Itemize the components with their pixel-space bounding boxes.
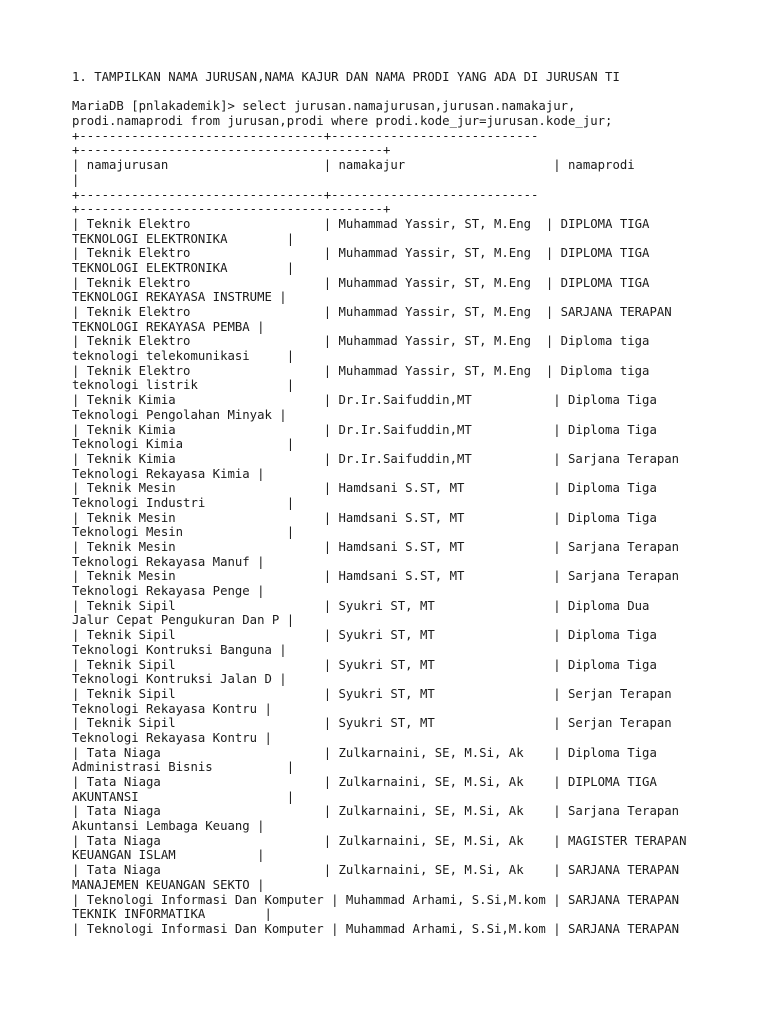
table-row-wrap: Teknologi Kontruksi Banguna | <box>72 642 287 657</box>
table-row-wrap: Administrasi Bisnis | <box>72 760 295 775</box>
table-row: | Teknik Sipil | Syukri ST, MT | Serjan Terapan <box>72 686 672 701</box>
table-row: | Teknik Elektro | Muhammad Yassir, ST, M.Eng | Diploma tiga <box>72 363 650 378</box>
table-row-wrap: TEKNOLOGI REKAYASA PEMBA | <box>72 319 265 334</box>
document-page <box>72 70 762 937</box>
table-row-wrap: TEKNOLOGI REKAYASA INSTRUME | <box>72 290 287 305</box>
table-border-top-b: +-----------------------------------------+ <box>72 143 391 158</box>
table-header-row-wrap: | <box>72 172 80 187</box>
table-row: | Teknik Sipil | Syukri ST, MT | Diploma Tiga <box>72 657 657 672</box>
table-row-wrap: Akuntansi Lembaga Keuang | <box>72 819 265 834</box>
table-border-mid-b: +-----------------------------------------+ <box>72 202 391 217</box>
table-row: | Teknik Elektro | Muhammad Yassir, ST, M.Eng | SARJANA TERAPAN <box>72 305 672 319</box>
table-row: | Teknik Elektro | Muhammad Yassir, ST, M.Eng | Diploma tiga <box>72 334 650 349</box>
table-row: | Teknik Kimia | Dr.Ir.Saifuddin,MT | Sarjana Terapan <box>72 451 680 466</box>
question-heading: 1. TAMPILKAN NAMA JURUSAN,NAMA KAJUR DAN NAMA PRODI YANG ADA DI JURUSAN TI <box>72 70 620 84</box>
table-row-wrap: Teknologi Industri | <box>72 495 295 510</box>
table-row: | Teknologi Informasi Dan Komputer | Muhammad Arhami, S.Si,M.kom | SARJANA TERAPAN <box>72 892 680 907</box>
table-row-wrap: Teknologi Rekayasa Kimia | <box>72 466 265 481</box>
table-row: | Tata Niaga | Zulkarnaini, SE, M.Si, Ak | Sarjana Terapan <box>72 804 680 819</box>
table-row: | Teknologi Informasi Dan Komputer | Muhammad Arhami, S.Si,M.kom | SARJANA TERAPAN <box>72 921 680 936</box>
table-border-top-a: +---------------------------------+---------------------------- <box>72 128 539 143</box>
sql-query-line-1: MariaDB [pnlakademik]> select jurusan.namajurusan,jurusan.namakajur, <box>72 99 576 114</box>
table-header-row: | namajurusan | namakajur | namaprodi <box>72 158 635 173</box>
table-row-wrap: Teknologi Mesin | <box>72 525 295 540</box>
table-border-mid-a: +---------------------------------+---------------------------- <box>72 187 539 202</box>
table-row-wrap: Teknologi Kontruksi Jalan D | <box>72 672 287 687</box>
table-row-wrap: Teknologi Rekayasa Manuf | <box>72 554 265 569</box>
table-row-wrap: teknologi listrik | <box>72 378 295 393</box>
table-row: | Tata Niaga | Zulkarnaini, SE, M.Si, Ak | SARJANA TERAPAN <box>72 863 680 878</box>
table-row-wrap: AKUNTANSI | <box>72 789 295 804</box>
table-row-wrap: TEKNOLOGI ELEKTRONIKA | <box>72 260 295 275</box>
table-row-wrap: Teknologi Rekayasa Kontru | <box>72 730 272 745</box>
table-row: | Teknik Elektro | Muhammad Yassir, ST, M.Eng | DIPLOMA TIGA <box>72 216 650 231</box>
table-row: | Teknik Mesin | Hamdsani S.ST, MT | Diploma Tiga <box>72 510 657 525</box>
table-row: | Tata Niaga | Zulkarnaini, SE, M.Si, Ak | Diploma Tiga <box>72 745 657 760</box>
sql-query-line-2: prodi.namaprodi from jurusan,prodi where prodi.kode_jur=jurusan.kode_jur; <box>72 114 613 129</box>
table-row-wrap: TEKNOLOGI ELEKTRONIKA | <box>72 231 295 246</box>
table-row-wrap: Teknologi Kimia | <box>72 437 295 452</box>
table-row: | Tata Niaga | Zulkarnaini, SE, M.Si, Ak | MAGISTER TERAPAN <box>72 833 687 848</box>
table-row-wrap: Jalur Cepat Pengukuran Dan P | <box>72 613 295 628</box>
blank-line <box>72 85 762 100</box>
table-row-wrap: Teknologi Rekayasa Penge | <box>72 584 265 599</box>
table-row: | Teknik Sipil | Syukri ST, MT | Diploma Tiga <box>72 628 657 643</box>
table-row: | Teknik Sipil | Syukri ST, MT | Diploma Dua <box>72 598 650 613</box>
table-row-wrap: teknologi telekomunikasi | <box>72 349 295 364</box>
table-row-wrap: Teknologi Pengolahan Minyak | <box>72 407 287 422</box>
table-row: | Teknik Sipil | Syukri ST, MT | Serjan Terapan <box>72 716 672 731</box>
table-row: | Teknik Kimia | Dr.Ir.Saifuddin,MT | Diploma Tiga <box>72 393 657 408</box>
table-row-wrap: MANAJEMEN KEUANGAN SEKTO | <box>72 877 265 892</box>
table-row: | Teknik Elektro | Muhammad Yassir, ST, M.Eng | DIPLOMA TIGA <box>72 246 650 261</box>
table-row-wrap: TEKNIK INFORMATIKA | <box>72 907 272 922</box>
table-row: | Teknik Mesin | Hamdsani S.ST, MT | Sarjana Terapan <box>72 540 680 554</box>
table-row-wrap: KEUANGAN ISLAM | <box>72 848 265 863</box>
table-row: | Teknik Kimia | Dr.Ir.Saifuddin,MT | Diploma Tiga <box>72 422 657 437</box>
result-rows <box>72 217 762 937</box>
table-row: | Teknik Elektro | Muhammad Yassir, ST, M.Eng | DIPLOMA TIGA <box>72 275 650 290</box>
table-row: | Teknik Mesin | Hamdsani S.ST, MT | Diploma Tiga <box>72 481 657 496</box>
table-row-wrap: Teknologi Rekayasa Kontru | <box>72 701 272 716</box>
table-row: | Teknik Mesin | Hamdsani S.ST, MT | Sarjana Terapan <box>72 569 680 584</box>
table-row: | Tata Niaga | Zulkarnaini, SE, M.Si, Ak | DIPLOMA TIGA <box>72 775 657 789</box>
